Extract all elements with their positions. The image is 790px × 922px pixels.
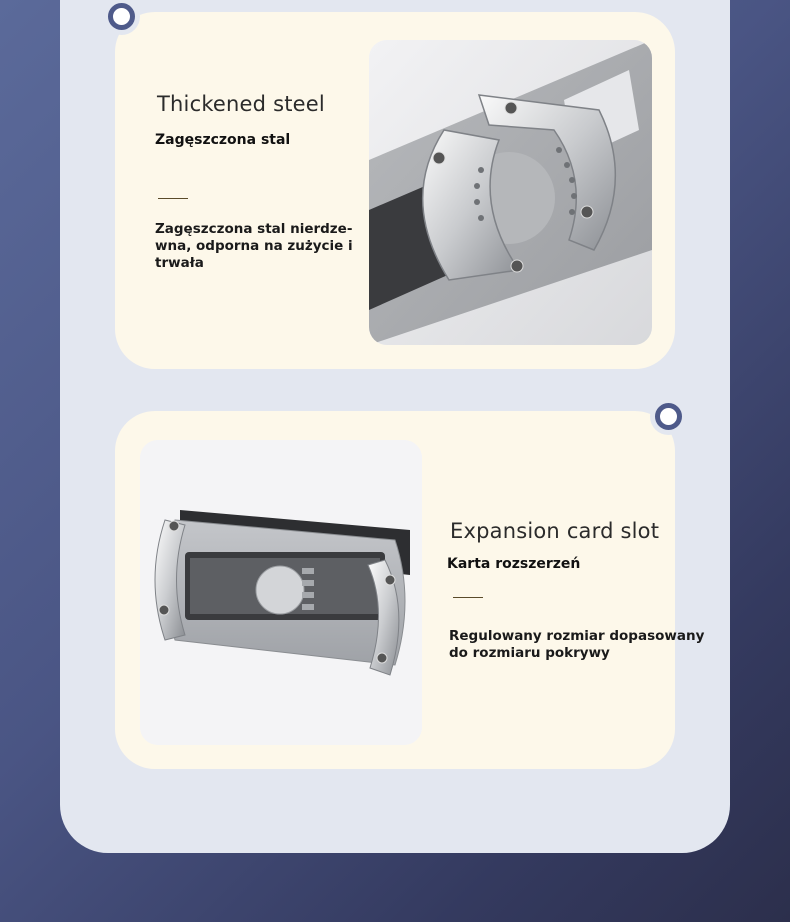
feature-title: Thickened steel [157, 92, 325, 116]
description-line: Zagęszczona stal nierdze- [155, 221, 353, 237]
description-line: wna, odporna na zużycie i [155, 238, 353, 254]
feature-description [449, 628, 704, 662]
ring-decoration-icon [655, 403, 682, 430]
description-line: Regulowany rozmiar dopasowany [449, 628, 705, 644]
divider [158, 198, 188, 199]
adjustable-clamp-slot-image [140, 440, 422, 745]
description-line: do rozmiaru pokrywy [449, 645, 610, 661]
steel-clamp-closeup-image [369, 40, 652, 345]
feature-subtitle: Zagęszczona stal [155, 132, 291, 148]
description-line: trwała [155, 255, 204, 271]
ring-decoration-icon [108, 3, 135, 30]
feature-description [155, 221, 353, 272]
divider [453, 597, 483, 598]
feature-title: Expansion card slot [450, 519, 660, 543]
feature-subtitle: Karta rozszerzeń [447, 556, 581, 572]
